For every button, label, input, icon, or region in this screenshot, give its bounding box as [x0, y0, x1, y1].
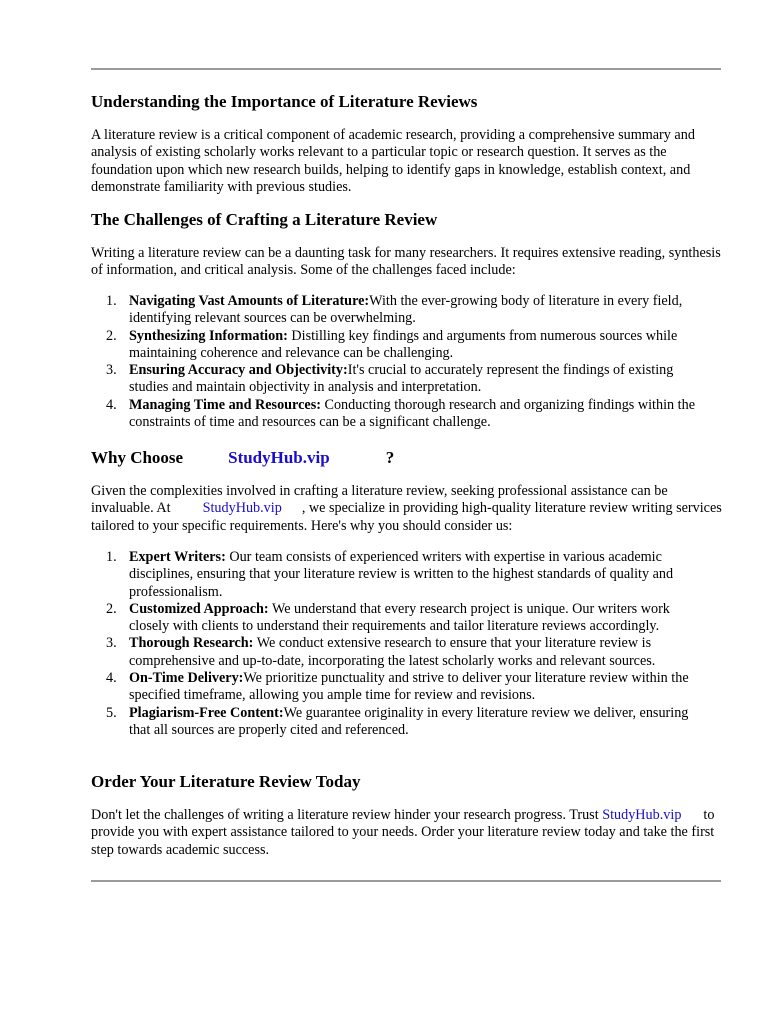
item-text: We understand that every research project is unique. Our writers work closely with clients to understand their requirements and tailor literature reviews accordingly.	[129, 600, 670, 635]
list-item: 3. Ensuring Accuracy and Objectivity:It's crucial to accurately represent the findings of existing studies and maintain objectivity in analysis and interpretation.	[106, 362, 674, 396]
list-item: 3. Thorough Research: We conduct extensive research to ensure that your literature review is comprehensive and up-to-date, incorporating the latest scholarly works and relevant sources.	[106, 635, 656, 669]
heading-order: Order Your Literature Review Today	[91, 772, 361, 791]
list-item: 2. Synthesizing Information: Distilling key findings and arguments from numerous sources while maintaining coherence and relevance can be challenging.	[106, 327, 678, 361]
item-title: On-Time Delivery:	[129, 670, 244, 687]
item-title: Managing Time and Resources:	[129, 396, 321, 413]
paragraph-why-choose: Given the complexities involved in crafting a literature review, seeking professional assistance can be invaluable. At StudyHub.vip , we specialize in providing high-quality literature review writing services tailored to your specific requirements. Here's why you should consider us:	[91, 483, 722, 534]
item-text: Our team consists of experienced writers with expertise in various academic disciplines, ensuring that your literature review is written to the highest standards of quality and professionalism.	[129, 549, 674, 600]
item-text: With the ever-growing body of literature in every field, identifying relevant sources can be overwhelming.	[129, 293, 683, 327]
list-item: 1. Expert Writers: Our team consists of experienced writers with expertise in various academic disciplines, ensuring that your literature review is written to the highest standards of quality and professionalism.	[106, 549, 674, 600]
challenges-list	[91, 293, 703, 431]
paragraph-challenges-intro: Writing a literature review can be a daunting task for many researchers. It requires extensive reading, synthesis of information, and critical analysis. Some of the challenges faced include:	[91, 245, 721, 279]
studyhub-link[interactable]: StudyHub.vip	[202, 500, 282, 517]
heading-understanding: Understanding the Importance of Literature Reviews	[91, 92, 478, 111]
bottom-divider	[91, 880, 721, 882]
studyhub-order-link[interactable]: StudyHub.vip	[602, 807, 682, 823]
item-title: Thorough Research:	[129, 635, 254, 652]
item-text: Conducting thorough research and organizing findings within the constraints of time and resources can be a significant challenge.	[129, 396, 696, 431]
item-text: We guarantee originality in every literature review we deliver, ensuring that all sources are properly cited and referenced.	[129, 704, 689, 738]
item-text: We prioritize punctuality and strive to deliver your literature review within the specified timeframe, allowing you ample time for review and revisions.	[129, 670, 689, 704]
item-title: Ensuring Accuracy and Objectivity:	[129, 362, 348, 379]
list-item: 4. On-Time Delivery:We prioritize punctuality and strive to deliver your literature review within the specified timeframe, allowing you ample time for review and revisions.	[106, 670, 689, 704]
item-title: Navigating Vast Amounts of Literature:	[129, 293, 370, 309]
item-text: It's crucial to accurately represent the findings of existing studies and maintain objectivity in analysis and interpretation.	[129, 362, 674, 396]
list-item: 5. Plagiarism-Free Content:We guarantee originality in every literature review we deliver, ensuring that all sources are properly cited and referenced.	[106, 704, 689, 738]
top-divider	[91, 68, 721, 70]
heading-why-choose: Why Choose StudyHub.vip ?	[91, 448, 395, 467]
item-title: Synthesizing Information:	[129, 327, 288, 344]
item-text: We conduct extensive research to ensure that your literature review is comprehensive and up-to-date, incorporating the latest scholarly works and relevant sources.	[129, 635, 656, 669]
list-item: 1. Navigating Vast Amounts of Literature:With the ever-growing body of literature in every field, identifying relevant sources can be overwhelming.	[106, 293, 683, 327]
list-item: 2. Customized Approach: We understand that every research project is unique. Our writers work closely with clients to understand their requirements and tailor literature reviews accordingly.	[106, 600, 670, 635]
item-title: Customized Approach:	[129, 600, 269, 617]
reasons-list	[91, 549, 703, 739]
item-text: Distilling key findings and arguments from numerous sources while maintaining coherence and relevance can be challenging.	[129, 327, 678, 361]
paragraph-order: Don't let the challenges of writing a literature review hinder your research progress. Trust StudyHub.vip to provide you with expert assistance tailored to your needs. Order your literature review today and take the first step towards academic success.	[91, 807, 715, 858]
paragraph-intro: A literature review is a critical component of academic research, providing a comprehensive summary and analysis of existing scholarly works relevant to a particular topic or research question. It serves as the foundation upon which new research builds, helping to identify gaps in knowledge, establish context, and demonstrate familiarity with previous studies.	[91, 127, 695, 195]
item-title: Expert Writers:	[129, 549, 226, 565]
heading-challenges: The Challenges of Crafting a Literature Review	[91, 210, 438, 229]
item-title: Plagiarism-Free Content:	[129, 704, 284, 721]
list-item: 4. Managing Time and Resources: Conducting thorough research and organizing findings within the constraints of time and resources can be a significant challenge.	[106, 396, 696, 431]
studyhub-heading-link[interactable]: StudyHub.vip	[228, 448, 330, 467]
